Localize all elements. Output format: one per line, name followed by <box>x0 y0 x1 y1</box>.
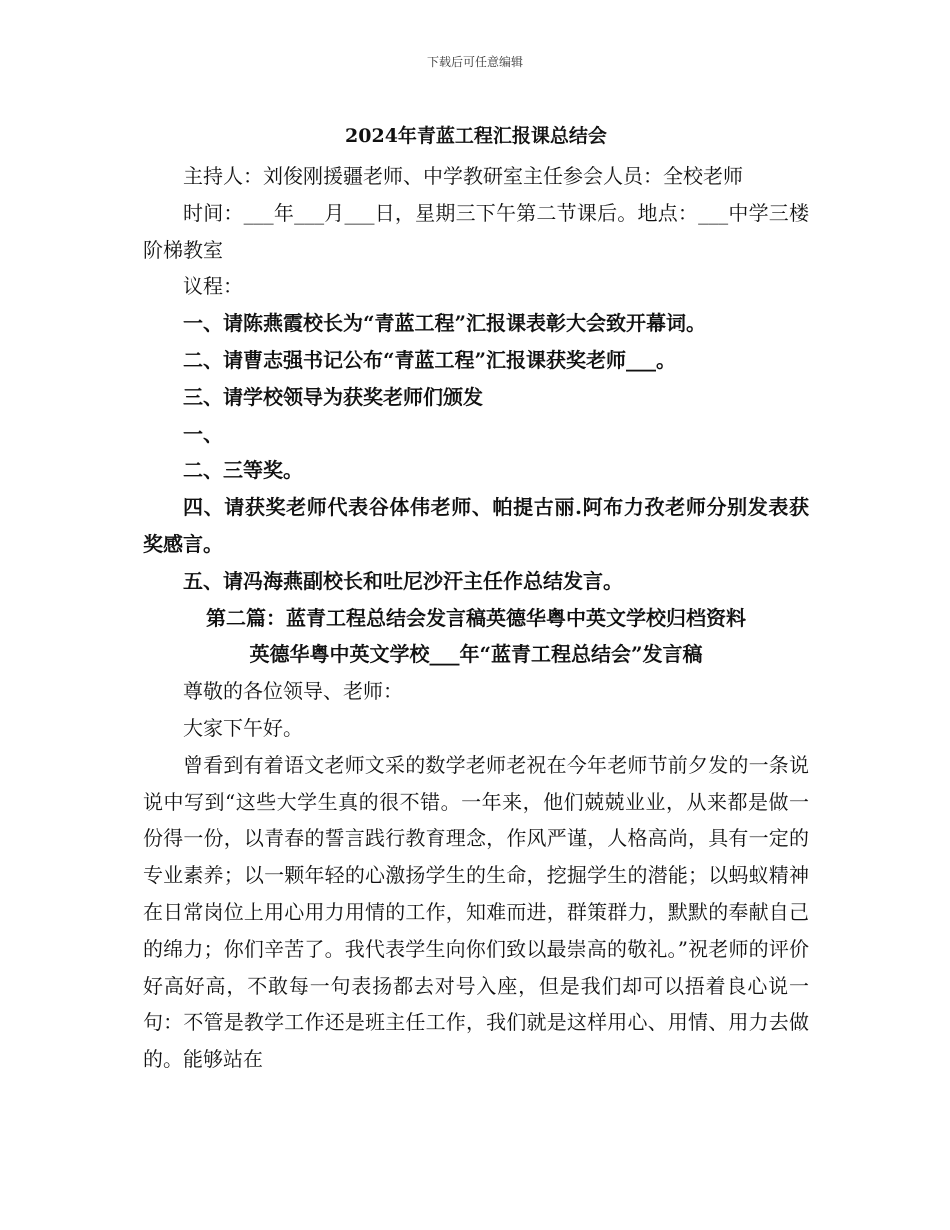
agenda-item: 二、请曹志强书记公布“青蓝工程”汇报课获奖老师___。 <box>183 347 677 372</box>
agenda-item: 四、请获奖老师代表谷体伟老师、帕提古丽.阿布力孜老师分别发表获奖感言。 <box>143 495 809 556</box>
agenda-item: 二、三等奖。 <box>183 458 303 483</box>
host-line: 主持人：刘俊刚援疆老师、中学教研室主任参会人员：全校老师 <box>183 164 743 188</box>
section2-subtitle: 英德华粤中英文学校___年“蓝青工程总结会”发言稿 <box>249 642 703 667</box>
body-paragraph: 曾看到有着语文老师文采的数学老师老祝在今年老师节前夕发的一条说说中写到“这些大学生真的很不错。一年来，他们兢兢业业，从来都是做一份得一份，以青春的誓言践行教育理念，作风严谨，人格高尚，具有一定的专业素养；以一颗年轻的心激扬学生的生命，挖掘学生的潜能；以蚂蚁精神在日常岗位上用心用力用情的工作，知难而进，群策群力，默默的奉献自己的绵力；你们辛苦了。我代表学生向你们致以最崇高的敬礼。”祝老师的评价好高好高，不敢每一句表扬都去对号入座，但是我们却可以捂着良心说一句：不管是教学工作还是班主任工作，我们就是这样用心、用情、用力去做的。能够站在 <box>143 752 809 1072</box>
greeting: 尊敬的各位领导、老师： <box>183 679 403 704</box>
greeting-2: 大家下午好。 <box>183 715 303 740</box>
agenda-label: 议程： <box>183 274 243 299</box>
document-body <box>143 118 809 1078</box>
time-line: 时间：___年___月___日，星期三下午第二节课后。地点：___中学三楼阶梯教室 <box>143 200 809 262</box>
agenda-item: 一、 <box>183 421 223 446</box>
page-header-note: 下载后可任意编辑 <box>426 55 523 69</box>
agenda-item: 三、请学校领导为获奖老师们颁发 <box>183 384 483 409</box>
agenda-item: 五、请冯海燕副校长和吐尼沙汗主任作总结发言。 <box>183 568 623 593</box>
agenda-item: 一、请陈燕霞校长为“青蓝工程”汇报课表彰大会致开幕词。 <box>183 311 707 336</box>
section2-title: 第二篇：蓝青工程总结会发言稿英德华粤中英文学校归档资料 <box>206 605 746 630</box>
document-title: 2024年青蓝工程汇报课总结会 <box>345 125 607 147</box>
